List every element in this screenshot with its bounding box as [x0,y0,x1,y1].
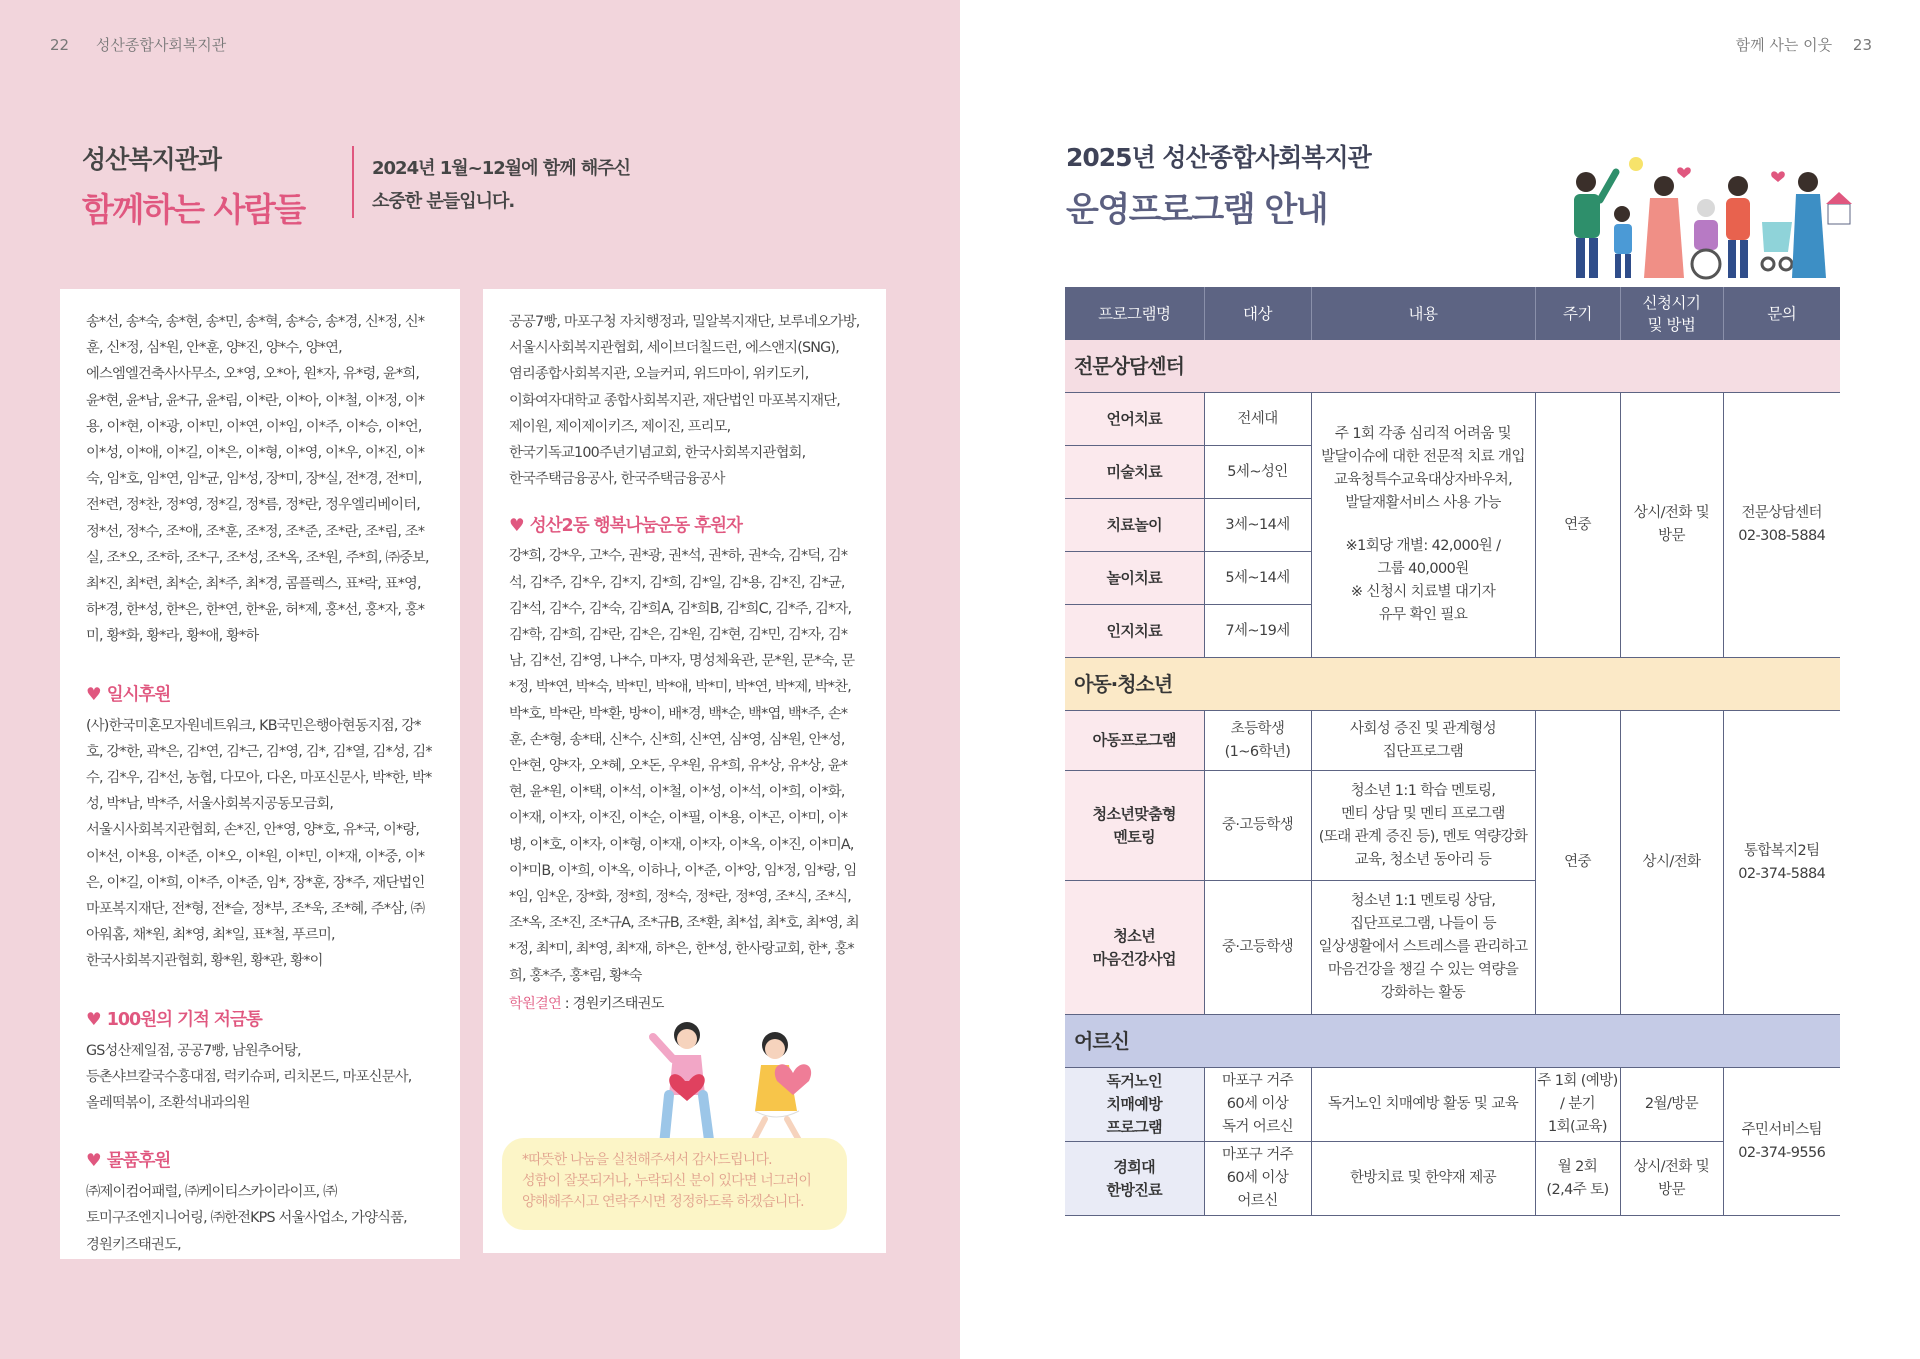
left-title-line1: 성산복지관과 [82,145,221,174]
happy-sharing-donors-text: 강*희, 강*우, 고*수, 권*광, 권*석, 권*하, 권*숙, 김*덕, 김*석, 김*주, 김*우, 김*지, 김*희, 김*일, 김*용, 김*진, 김*균, 김*석, 김*수, 김*숙, 김*희A, 김*희B, 김*희C, 김*주, 김*자, 김*학, 김*희, 김*란, 김*은, 김*원, 김*현, 김*민, 김*자, 김*남, 김*선, 김*영, 나*수, 마*자, 명성체육관, 문*원, 문*숙, 문*정, 박*연, 박*숙, 박*민, 박*애, 박*미, 박*연, 박*제, 박*찬, 박*호, 박*란, 박*환, 방*이, 배*경, 백*순, 백*엽, 백*주, 손*훈, 손*형, 송*태, 신*수, 신*희, 신*연, 심*영, 심*원, 안*성, 안*현, 양*자, 오*혜, 오*돈, 우*원, 유*희, 유*상, 유*상, 윤*현, 윤*원, 이*택, 이*석, 이*철, 이*성, 이*석, 이*희, 이*화, 이*재, 이*자, 이*진, 이*순, 이*필, 이*용, 이*곤, 이*미, 이*병, 이*호, 이*자, 이*형, 이*재, 이*자, 이*옥, 이*진, 이*미A, 이*미B, 이*희, 이*옥, 이하나, 이*준, 이*앙, 임*정, 임*랑, 임*임, 임*운, 장*화, 정*희, 정*숙, 정*란, 정*영, 조*식, 조*식, 조*옥, 조*진, 조*규A, 조*규B, 조*환, 최*섭, 최*호, 최*영, 최*정, 최*미, 최*영, 최*재, 하*은, 한*성, 한사랑교회, 한*, 홍*희, 홍*주, 홍*림, 황*숙 [509,548,859,984]
program-content: 사회성 증진 및 관계형성 집단프로그램 [1311,711,1535,771]
goods-donors-continued-text: 공공7빵, 마포구청 자치행정과, 밀알복지재단, 보루네오가방, 서울시사회복지관협회, 세이브더칠드런, 에스앤지(SNG), 염리종합사회복지관, 오늘커피, 위드마이, 위키도키, 이화여자대학교 종합사회복지관, 재단법인 마포복지재단, 제이원, 제이제이키즈, 제이진, 프리모, 한국기독교100주년기념교회, 한국사회복지관협회, 한국주택금융공사, 한국주택금융공사 [509,314,860,488]
header-title-left: 성산종합사회복지관 [95,36,227,54]
header-content: 내용 [1311,287,1535,340]
section-title-goods: ♥ 물품후원 [86,1151,171,1172]
program-target: 중·고등학생 [1204,771,1311,881]
program-target: 3세~14세 [1204,499,1311,552]
category-title: 어르신 [1065,1015,1840,1068]
program-apply: 상시/전화 및 방문 [1620,393,1723,658]
program-target: 중·고등학생 [1204,881,1311,1015]
thanks-line2: 성함이 잘못되거나, 누락되신 분이 있다면 너그러이 [522,1173,812,1189]
page-number-right: 23 [1852,36,1872,54]
academy-sponsor-line [509,993,860,1013]
program-name: 언어치료 [1065,393,1204,446]
left-subtitle [372,152,630,218]
program-cycle: 연중 [1535,393,1620,658]
program-content: 주 1회 각종 심리적 어려움 및 발달이슈에 대한 전문적 치료 개입 교육청특수교육대상자바우처, 발달재활서비스 사용 가능 ※1회당 개별: 42,000원 / 그룹 40,000원 ※ 신청시 치료별 대기자 유무 확인 필요 [1311,393,1535,658]
program-contact: 전문상담센터 02-308-5884 [1723,393,1840,658]
program-table [1065,287,1840,1216]
left-title-block [82,140,305,231]
program-name: 미술치료 [1065,446,1204,499]
program-target: 초등학생 (1~6학년) [1204,711,1311,771]
table-row [1065,1068,1840,1142]
program-target: 5세~성인 [1204,446,1311,499]
program-contact: 주민서비스팀 02-374-9556 [1723,1068,1840,1216]
header-cycle: 주기 [1535,287,1620,340]
academy-sponsor-label: 학원결연 [509,995,562,1012]
program-name: 경희대 한방진료 [1065,1142,1204,1216]
category-title: 전문상담센터 [1065,340,1840,393]
right-title-block [1066,138,1371,231]
piggy-bank-donors-text: GS성산제일점, 공공7빵, 남원추어탕, 등촌샤브칼국수홍대점, 럭키슈퍼, 리치몬드, 마포신문사, 올레떡볶이, 조환석내과의원 [86,1042,412,1112]
program-name: 치료놀이 [1065,499,1204,552]
program-cycle: 월 2회 (2,4주 토) [1535,1142,1620,1216]
program-apply: 2월/방문 [1620,1068,1723,1142]
program-apply: 상시/전화 및 방문 [1620,1142,1723,1216]
heart-icon: ♥ [86,684,101,705]
right-title-line1: 2025년 성산종합사회복지관 [1066,143,1371,172]
table-row [1065,393,1840,446]
header-apply: 신청시기 및 방법 [1620,287,1723,340]
program-name: 놀이치료 [1065,552,1204,605]
left-title-line2: 함께하는 사람들 [82,190,305,229]
program-name: 독거노인 치매예방 프로그램 [1065,1068,1204,1142]
donor-list-box-1 [60,289,460,1259]
heart-icon: ♥ [86,1009,101,1030]
section-title-one-time: ♥ 일시후원 [86,684,171,705]
header-program-name: 프로그램명 [1065,287,1204,340]
program-content: 청소년 1:1 학습 멘토링, 멘티 상담 및 멘티 프로그램 (또래 관계 증진 등), 멘토 역량강화 교육, 청소년 동아리 등 [1311,771,1535,881]
program-cycle: 연중 [1535,711,1620,1015]
program-content: 한방치료 및 한약재 제공 [1311,1142,1535,1216]
subtitle-line2: 소중한 분들입니다. [372,191,515,212]
program-target: 마포구 거주 60세 이상 어르신 [1204,1142,1311,1216]
category-title: 아동·청소년 [1065,658,1840,711]
section-title-happy-sharing: ♥ 성산2동 행복나눔운동 후원자 [509,516,742,537]
left-page-header [50,34,226,55]
table-row [1065,711,1840,771]
goods-donors-text: ㈜제이컴어패럴, ㈜케이티스카이라이프, ㈜토미구조엔지니어링, ㈜한전KPS 서울사업소, 가양식품, 경원키즈태권도, [86,1184,407,1253]
category-row-youth [1065,658,1840,711]
one-time-donors-text: (사)한국미혼모자원네트워크, KB국민은행아현동지점, 강*호, 강*한, 곽*은, 김*연, 김*근, 김*영, 김*, 김*열, 김*성, 김*수, 김*우, 김*선, 농협, 다모아, 다온, 마포신문사, 박*한, 박*성, 박*남, 박*주, 서울사회복지공동모금회, 서울시사회복지관협회, 손*진, 안*영, 양*호, 유*국, 이*랑, 이*선, 이*용, 이*준, 이*오, 이*원, 이*민, 이*재, 이*중, 이*은, 이*길, 이*희, 이*주, 이*준, 임*, 장*훈, 장*주, 재단법인 마포복지재단, 전*형, 전*슬, 정*부, 조*욱, 조*혜, 주*삼, ㈜아워홈, 채*원, 최*영, 최*일, 표*철, 푸르미, 한국사회복지관협회, 황*원, 황*관, 황*이 [86,717,432,970]
program-target: 전세대 [1204,393,1311,446]
header-target: 대상 [1204,287,1311,340]
program-apply: 상시/전화 [1620,711,1723,1015]
category-row-seniors [1065,1015,1840,1068]
header-contact: 문의 [1723,287,1840,340]
thanks-note [502,1138,847,1230]
thanks-line1: *따뜻한 나눔을 실천해주셔서 감사드립니다. [522,1152,772,1168]
section-title-piggy-bank: ♥ 100원의 기적 저금통 [86,1009,262,1030]
academy-sponsor-value: : 경원키즈태권도 [561,995,664,1012]
thanks-line3: 양해해주시고 연락주시면 정정하도록 하겠습니다. [522,1194,804,1210]
category-row-counseling [1065,340,1840,393]
subtitle-line1: 2024년 1월~12월에 함께 해주신 [372,158,631,179]
page-number-left: 22 [50,36,70,54]
program-content: 독거노인 치매예방 활동 및 교육 [1311,1068,1535,1142]
donor-intro-text: 송*선, 송*숙, 송*현, 송*민, 송*혁, 송*승, 송*경, 신*정, 신*훈, 신*정, 심*원, 안*훈, 양*진, 양*수, 양*연, 에스엠엘건축사사무소, 오*영, 오*아, 원*자, 유*령, 윤*희, 윤*현, 윤*남, 윤*규, 윤*림, 이*란, 이*아, 이*철, 이*정, 이*용, 이*현, 이*광, 이*민, 이*연, 이*임, 이*주, 이*승, 이*언, 이*성, 이*애, 이*길, 이*은, 이*형, 이*영, 이*우, 이*진, 이*숙, 임*호, 임*연, 임*균, 임*성, 장*미, 장*실, 전*경, 전*미, 전*련, 정*찬, 정*영, 정*길, 정*름, 정*란, 정우엘리베이터, 정*선, 정*수, 조*애, 조*훈, 조*정, 조*준, 조*란, 조*림, 조*실, 조*오, 조*하, 조*구, 조*성, 조*옥, 조*원, 주*희, ㈜중보, 최*진, 최*련, 최*순, 최*주, 최*경, 콤플렉스, 표*락, 표*영, 하*경, 한*성, 한*은, 한*연, 한*윤, 허*제, 홍*선, 홍*자, 홍*미, 황*화, 황*라, 황*애, 황*하 [86,314,429,645]
program-name: 인지치료 [1065,605,1204,658]
heart-icon: ♥ [86,1151,101,1172]
program-target: 5세~14세 [1204,552,1311,605]
heart-icon: ♥ [509,516,524,537]
program-cycle: 주 1회 (예방) / 분기 1회(교육) [1535,1068,1620,1142]
title-divider [352,146,354,218]
program-target: 마포구 거주 60세 이상 독거 어르신 [1204,1068,1311,1142]
program-name: 아동프로그램 [1065,711,1204,771]
program-name: 청소년 마음건강사업 [1065,881,1204,1015]
program-target: 7세~19세 [1204,605,1311,658]
program-contact: 통합복지2팀 02-374-5884 [1723,711,1840,1015]
family-community-illustration [1556,152,1852,282]
right-page-header [1736,34,1872,55]
program-name: 청소년맞춤형 멘토링 [1065,771,1204,881]
table-header-row [1065,287,1840,340]
program-content: 청소년 1:1 멘토링 상담, 집단프로그램, 나들이 등 일상생활에서 스트레스를 관리하고 마음건강을 챙길 수 있는 역량을 강화하는 활동 [1311,881,1535,1015]
right-title-line2: 운영프로그램 안내 [1066,190,1328,230]
header-title-right: 함께 사는 이웃 [1735,36,1833,54]
